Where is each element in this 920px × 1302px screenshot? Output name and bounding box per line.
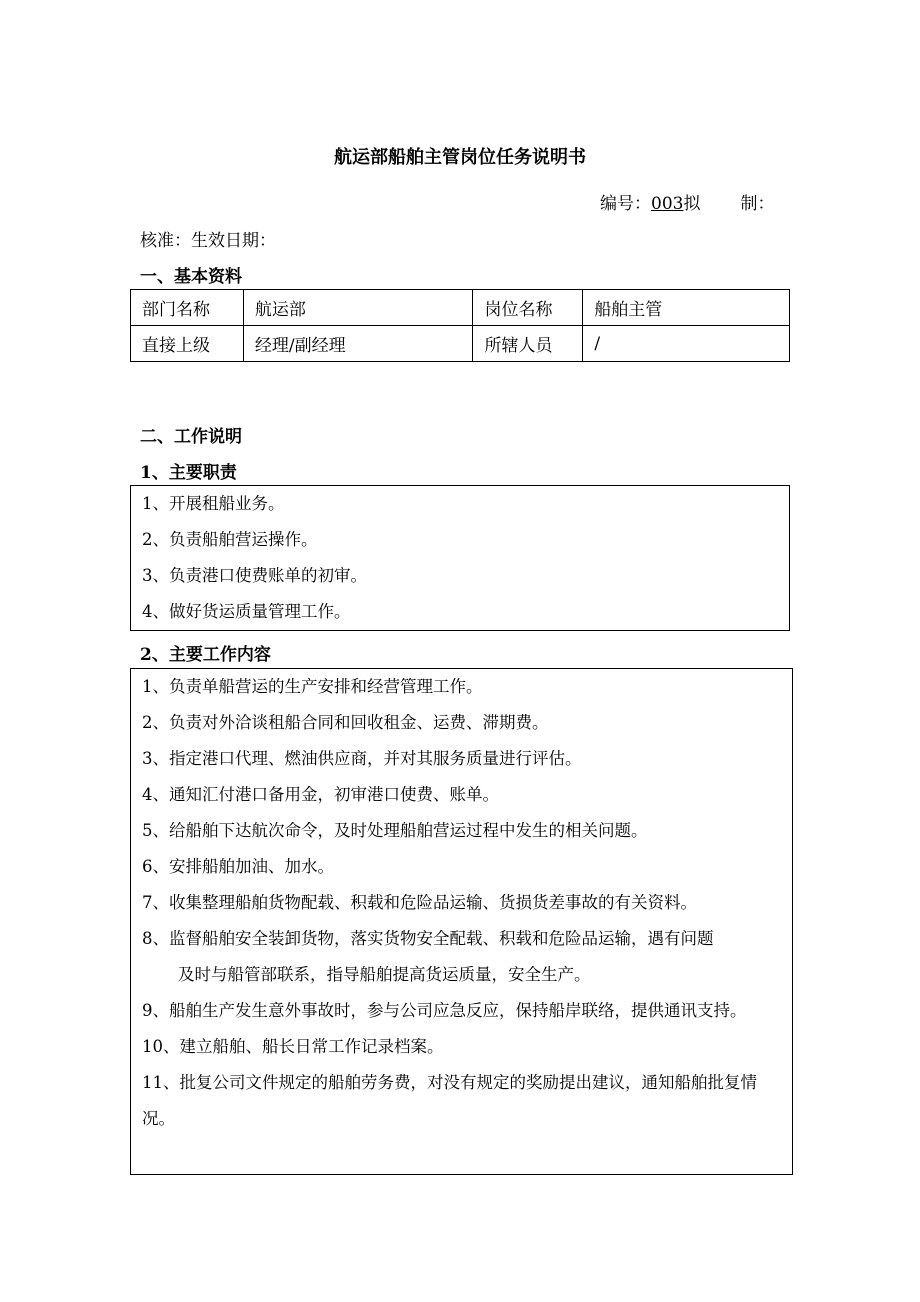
table-cell: 所辖人员 (473, 326, 583, 362)
list-item: 5、给船舶下达航次命令，及时处理船舶营运过程中发生的相关问题。 (142, 821, 648, 840)
table-cell: 直接上级 (131, 326, 244, 362)
list-item: 9、船舶生产发生意外事故时，参与公司应急反应，保持船岸联络，提供通讯支持。 (142, 1001, 747, 1020)
drafter-label: 拟 (683, 194, 701, 214)
table-row (131, 290, 790, 326)
table-cell: 航运部 (243, 290, 473, 326)
list-item: 1、负责单船营运的生产安排和经营管理工作。 (142, 677, 483, 696)
list-item-continuation: 及时与船管部联系，指导船舶提高货运质量，安全生产。 (178, 965, 591, 984)
table-row (131, 326, 790, 362)
work-content-heading: 2、主要工作内容 (140, 645, 271, 665)
list-item: 7、收集整理船舶货物配载、积载和危险品运输、货损货差事故的有关资料。 (142, 893, 697, 912)
doc-number-label: 编号： (600, 194, 651, 214)
section-work-heading: 二、工作说明 (140, 427, 242, 447)
work-content-box (130, 668, 793, 1175)
list-item-line: 8、监督船舶安全装卸货物，落实货物安全配载、积载和危险品运输，遇有问题 (142, 929, 714, 948)
list-item: 11、批复公司文件规定的船舶劳务费，对没有规定的奖励提出建议，通知船舶批复情况。 (142, 1073, 757, 1128)
list-item: 1、开展租船业务。 (142, 494, 285, 513)
basic-info-table (130, 289, 790, 362)
doc-number-value: 003 (651, 194, 684, 214)
table-cell: 经理/副经理 (243, 326, 473, 362)
list-item: 4、通知汇付港口备用金，初审港口使费、账单。 (142, 785, 499, 804)
approve-line: 核准：生效日期： (140, 231, 276, 251)
list-item (131, 921, 792, 993)
list-item: 6、安排船舶加油、加水。 (142, 857, 334, 876)
list-item: 3、负责港口使费账单的初审。 (142, 566, 367, 585)
list-item: 4、做好货运质量管理工作。 (142, 602, 351, 621)
doc-number-line (600, 189, 774, 214)
table-cell: 部门名称 (131, 290, 244, 326)
list-item: 10、建立船舶、船长日常工作记录档案。 (142, 1037, 444, 1056)
duties-box (130, 485, 790, 631)
list-item: 2、负责船舶营运操作。 (142, 530, 318, 549)
section-basic-heading: 一、基本资料 (140, 267, 242, 287)
drafter-label-2: 制： (740, 194, 775, 214)
table-cell: 岗位名称 (473, 290, 583, 326)
list-item: 2、负责对外洽谈租船合同和回收租金、运费、滞期费。 (142, 713, 549, 732)
table-cell: / (583, 326, 790, 362)
list-item: 3、指定港口代理、燃油供应商，并对其服务质量进行评估。 (142, 749, 582, 768)
page-title: 航运部船舶主管岗位任务说明书 (334, 147, 586, 168)
duties-heading: 1、主要职责 (140, 463, 237, 483)
table-cell: 船舶主管 (583, 290, 790, 326)
